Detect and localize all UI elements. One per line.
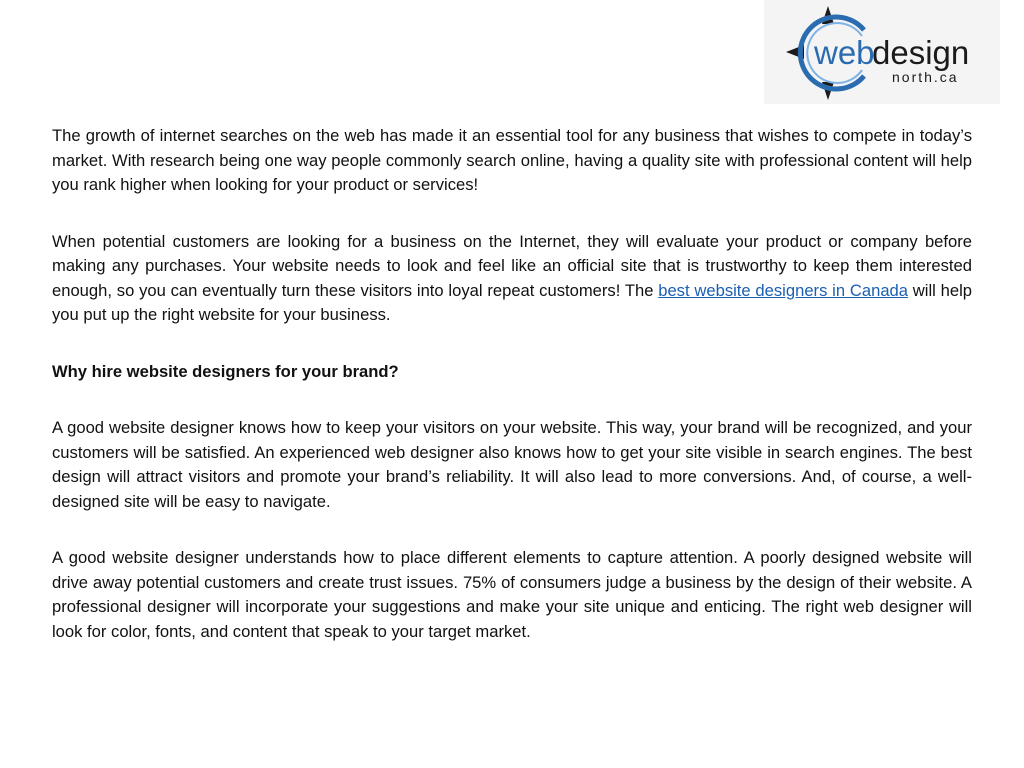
paragraph-customers-text-end: will help you put up the right website for your business.	[52, 280, 973, 324]
section-heading: Why hire website designers for your brand?	[52, 361, 399, 381]
paragraph-good-designer: A good website designer knows how to keep your visitors on your website. This way, your brand will be recognized, and your customers will be satisfied. An experienced web designer also knows how to get your site visible in search engines. The best design will attract visitors and promote your brand’s reliability. It will also lead to more conversions. And, of course, a well-designed site will be easy to navigate.	[52, 418, 972, 511]
paragraph-customers	[52, 230, 972, 328]
paragraph-intro: The growth of internet searches on the web has made it an essential tool for any business that wishes to compete in today’s market. With research being one way people commonly search online, having a quality site with professional content will help you rank higher when looking for your product or services!	[52, 126, 972, 194]
logo-text-design: design	[872, 34, 970, 71]
logo-text-sub: north.ca	[892, 69, 959, 85]
logo-text-web: web	[814, 34, 875, 71]
logo-graphic	[764, 0, 1000, 104]
paragraph-elements: A good website designer understands how to place different elements to capture attention. A poorly designed website will drive away potential customers and create trust issues. 75% of consumers judge a business by the design of their website. A professional designer will incorporate your suggestions and make your site unique and enticing. The right web designer will look for color, fonts, and content that speak to your target market.	[52, 548, 972, 641]
best-website-designers-link[interactable]: best website designers in Canada	[658, 280, 909, 300]
article-body	[52, 124, 972, 676]
webdesign-north-logo	[764, 0, 1000, 104]
paragraph-customers-text-start: When potential customers are looking for a business on the Internet, they will evaluate your product or company before making any purchases. Your website needs to look and feel like an official site that is trustworthy to keep them interested enough, so you can eventually turn these visitors into loyal repeat customers! The	[52, 231, 972, 300]
